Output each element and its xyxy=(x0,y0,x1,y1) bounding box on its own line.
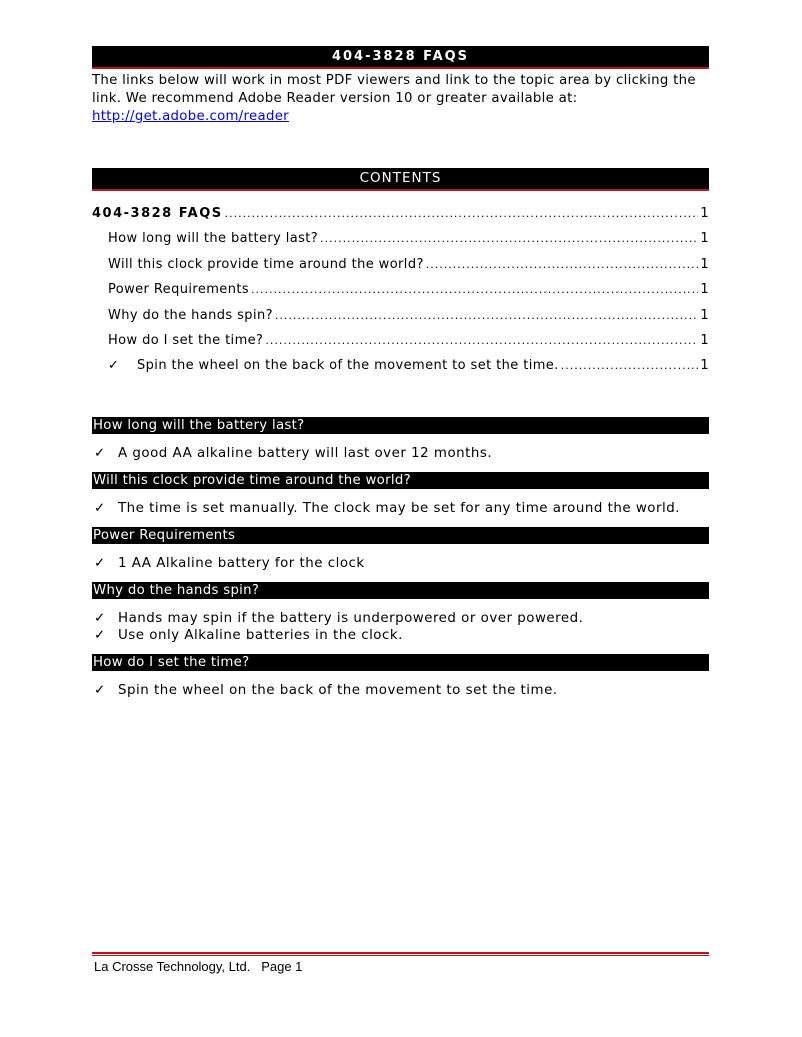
toc-page-number: 1 xyxy=(700,332,709,348)
footer-company: La Crosse Technology, Ltd. xyxy=(94,959,251,974)
toc-page-number: 1 xyxy=(700,256,709,272)
list-item xyxy=(92,445,709,462)
contents-rule xyxy=(92,189,709,191)
toc-entry-spin-wheel[interactable] xyxy=(92,358,709,383)
toc-entry-label: How long will the battery last? xyxy=(108,231,319,247)
list-item xyxy=(92,682,709,699)
toc-leader xyxy=(251,283,698,296)
checkmark-icon: ✓ xyxy=(94,555,106,571)
toc-page-number: 1 xyxy=(700,358,709,374)
toc-leader xyxy=(265,334,698,347)
checkmark-icon: ✓ xyxy=(94,627,106,643)
toc-entry-label: Why do the hands spin? xyxy=(108,307,273,323)
table-of-contents xyxy=(92,206,709,384)
toc-page-number: 1 xyxy=(700,282,709,298)
checkmark-icon: ✓ xyxy=(94,445,106,461)
checkmark-icon: ✓ xyxy=(94,682,106,698)
section-body-hands-spin xyxy=(92,610,709,644)
toc-entry-label xyxy=(108,358,559,373)
section-body-battery xyxy=(92,445,709,462)
page-title: 404-3828 FAQS xyxy=(92,46,709,67)
toc-page-number: 1 xyxy=(700,206,709,221)
toc-entry-power[interactable] xyxy=(92,282,709,307)
toc-entry-label: Will this clock provide time around the world? xyxy=(108,256,424,272)
footer-rule xyxy=(92,952,709,956)
toc-entry-hands-spin[interactable] xyxy=(92,308,709,333)
section-heading-hands-spin: Why do the hands spin? xyxy=(92,582,709,599)
list-item-text: Use only Alkaline batteries in the clock. xyxy=(118,627,403,643)
section-heading-battery: How long will the battery last? xyxy=(92,417,709,434)
toc-entry-battery[interactable] xyxy=(92,231,709,256)
section-heading-power: Power Requirements xyxy=(92,527,709,544)
footer-page-number: Page 1 xyxy=(261,959,303,974)
toc-leader xyxy=(426,258,699,271)
list-item xyxy=(92,555,709,572)
toc-page-number: 1 xyxy=(700,307,709,323)
list-item-text: 1 AA Alkaline battery for the clock xyxy=(118,555,365,571)
section-body-set-time xyxy=(92,682,709,699)
checkmark-icon: ✓ xyxy=(94,500,106,516)
list-item xyxy=(92,610,709,627)
section-body-world-time xyxy=(92,500,709,517)
checkmark-icon: ✓ xyxy=(94,610,106,626)
section-heading-world-time: Will this clock provide time around the world? xyxy=(92,472,709,489)
list-item-text: A good AA alkaline battery will last over 12 months. xyxy=(118,445,493,461)
adobe-reader-link[interactable]: http://get.adobe.com/reader xyxy=(92,109,289,124)
list-item-text: The time is set manually. The clock may be set for any time around the world. xyxy=(118,500,680,516)
toc-leader xyxy=(320,232,698,245)
toc-entry-label: 404-3828 FAQS xyxy=(92,206,223,221)
checkmark-icon: ✓ xyxy=(108,358,120,374)
section-heading-set-time: How do I set the time? xyxy=(92,654,709,671)
toc-entry-label: Power Requirements xyxy=(108,282,250,298)
list-item-text: Hands may spin if the battery is underpowered or over powered. xyxy=(118,610,584,626)
document-page xyxy=(92,46,709,699)
toc-entry-text: Spin the wheel on the back of the movement to set the time. xyxy=(137,358,559,374)
toc-entry-label: How do I set the time? xyxy=(108,332,264,348)
toc-leader xyxy=(561,359,699,372)
title-rule xyxy=(92,67,709,69)
toc-entry-set-time[interactable] xyxy=(92,333,709,358)
page-footer xyxy=(94,959,302,974)
toc-entry-world-time[interactable] xyxy=(92,257,709,282)
toc-leader xyxy=(225,207,699,220)
toc-entry-faqs[interactable] xyxy=(92,206,709,231)
section-body-power xyxy=(92,555,709,572)
intro-text: The links below will work in most PDF viewers and link to the topic area by clicking the link. We recommend Adobe Reader version 10 or greater available at: xyxy=(92,73,696,106)
list-item xyxy=(92,627,709,644)
intro-paragraph xyxy=(92,72,709,126)
contents-heading: CONTENTS xyxy=(92,168,709,189)
list-item xyxy=(92,500,709,517)
toc-leader xyxy=(275,309,698,322)
list-item-text: Spin the wheel on the back of the movement to set the time. xyxy=(118,682,558,698)
toc-page-number: 1 xyxy=(700,231,709,247)
